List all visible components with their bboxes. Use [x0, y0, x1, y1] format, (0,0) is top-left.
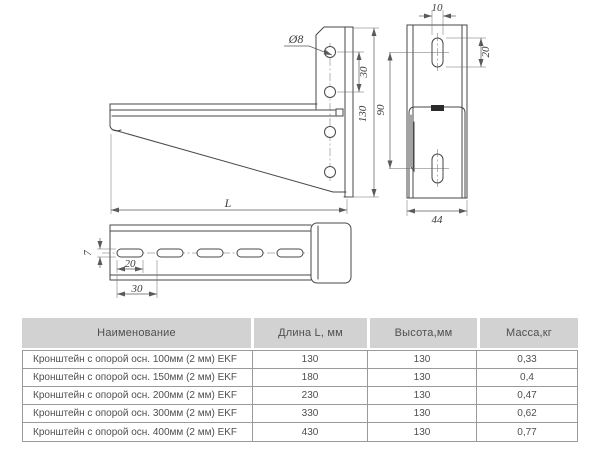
cell-name: Кронштейн с опорой осн. 100мм (2 мм) EKF: [23, 351, 253, 368]
table-row: [23, 351, 577, 369]
cell-height: 130: [368, 423, 477, 441]
cell-name: Кронштейн с опорой осн. 150мм (2 мм) EKF: [23, 369, 253, 386]
column-header-length: Длина L, мм: [254, 318, 367, 348]
dim-label-length: L: [224, 196, 232, 210]
cell-length: 180: [253, 369, 368, 386]
spec-table-header: [22, 318, 578, 348]
cell-length: 230: [253, 387, 368, 404]
dim-label-height: 130: [357, 105, 369, 123]
spec-table-body: [22, 350, 578, 442]
rear-view: [375, 2, 492, 226]
dim-label-hole-diameter: Ø8: [288, 32, 304, 46]
cell-height: 130: [368, 369, 477, 386]
table-row: [23, 369, 577, 387]
cell-name: Кронштейн с опорой осн. 300мм (2 мм) EKF: [23, 405, 253, 422]
table-row: [23, 387, 577, 405]
dim-label-slot-height: 7: [82, 250, 94, 256]
spec-table: [22, 318, 578, 442]
cell-name: Кронштейн с опорой осн. 400мм (2 мм) EKF: [23, 423, 253, 441]
cell-height: 130: [368, 405, 477, 422]
cell-mass: 0,4: [520, 372, 534, 383]
dim-label-slot-pitch: 30: [131, 283, 143, 295]
cell-length: 430: [253, 423, 368, 441]
dim-label-slot-width: 10: [431, 2, 443, 14]
cell-mass: 0,33: [517, 354, 537, 365]
cell-length: 330: [253, 405, 368, 422]
dim-label-slot-length: 20: [480, 46, 492, 58]
column-header-height: Высота,мм: [370, 318, 477, 348]
table-row: [23, 405, 577, 423]
side-view: [110, 27, 379, 214]
cell-name: Кронштейн с опорой осн. 200мм (2 мм) EKF: [23, 387, 253, 404]
cell-height: 130: [368, 351, 477, 368]
cell-length: 130: [253, 351, 368, 368]
column-header-name: Наименование: [22, 318, 251, 348]
dim-label-hole-pitch: 30: [358, 66, 370, 78]
column-header-mass: Масса,кг: [480, 318, 578, 348]
top-view: [82, 223, 351, 298]
cell-height: 130: [368, 387, 477, 404]
cell-mass: 0,47: [517, 390, 537, 401]
cell-mass: 0,62: [517, 408, 537, 419]
cell-mass: 0,77: [517, 426, 537, 438]
dim-label-slot-spacing: 90: [375, 104, 387, 116]
table-row: [23, 423, 577, 441]
dim-label-slot-length-top: 20: [124, 258, 136, 270]
dim-label-plate-width: 44: [431, 214, 443, 226]
